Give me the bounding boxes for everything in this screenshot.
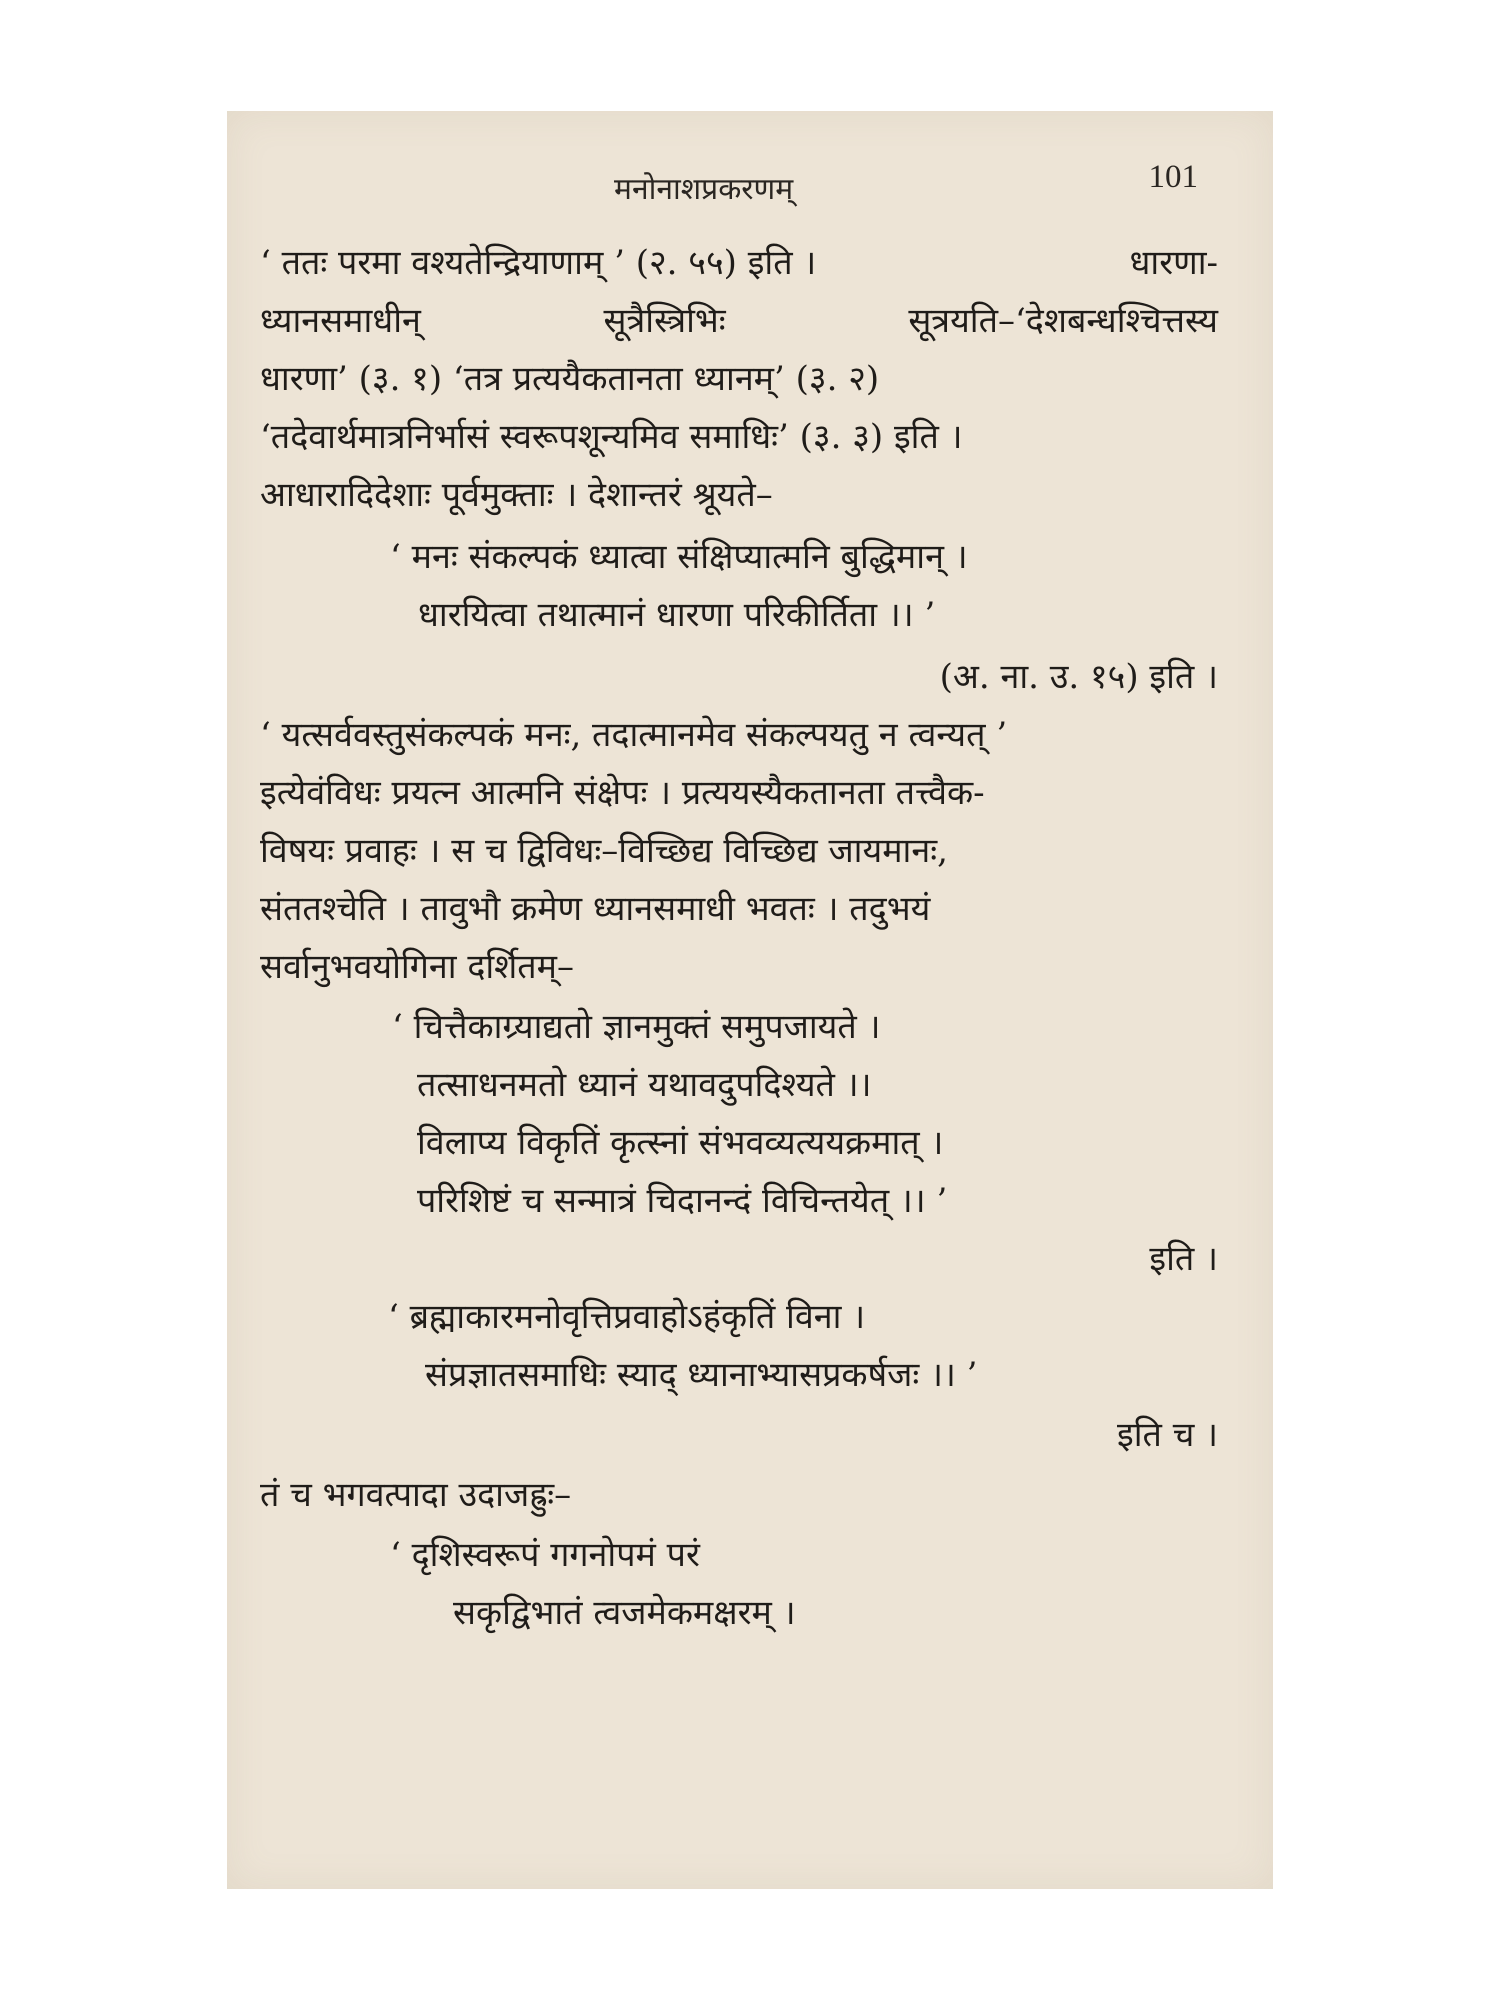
text-line-1-part-1: ‘ ततः परमा वश्यतेन्द्रियाणाम् ’ (२. ५५) इति । — [260, 243, 817, 283]
verse-line-5: विलाप्य विकृतिं कृत्स्नां संभवव्यत्ययक्रमात् । — [417, 1123, 944, 1163]
page-number: 101 — [1148, 159, 1198, 195]
text-line-9-part-1: ‘ यत्सर्ववस्तुसंकल्पकं मनः, तदात्मानमेव संकल्पयतु न त्वन्यत् ’ — [260, 715, 1008, 755]
text-line-11 — [260, 829, 1218, 873]
verse-line-2: धारयित्वा तथात्मानं धारणा परिकीर्तिता ।। ’ — [418, 595, 936, 635]
text-line-10-part-1: इत्येवंविधः प्रयत्न आत्मनि संक्षेपः । प्रत्ययस्यैकतानता तत्त्वैक- — [260, 773, 985, 813]
running-header-title: मनोनाशप्रकरणम् — [614, 172, 794, 207]
text-line-10 — [260, 771, 1218, 815]
text-line-9 — [260, 713, 1218, 757]
text-line-2-part-3: सूत्रयति–‘देशबन्धश्चित्तस्य — [908, 301, 1218, 341]
text-line-1 — [260, 241, 1218, 285]
text-line-2-part-1: ध्यानसमाधीन् — [260, 301, 421, 341]
iti-cha-line: इति च । — [1117, 1415, 1218, 1455]
text-line-12-part-1: संततश्चेति । तावुभौ क्रमेण ध्यानसमाधी भवतः । तदुभयं — [260, 889, 931, 929]
iti-line: इति । — [1149, 1239, 1218, 1279]
verse-line-10: सकृद्विभातं त्वजमेकमक्षरम् । — [453, 1593, 796, 1633]
text-line-2 — [260, 299, 1218, 343]
verse-line-9: ‘ दृशिस्वरूपं गगनोपमं परं — [390, 1535, 700, 1575]
verse-line-1: ‘ मनः संकल्पकं ध्यात्वा संक्षिप्यात्मनि बुद्धिमान् । — [390, 537, 968, 577]
text-line-4-part-1: ‘तदेवार्थमात्रनिर्भासं स्वरूपशून्यमिव समाधिः’ (३. ३) इति । — [260, 417, 963, 457]
text-line-2-part-2: सूत्रैस्त्रिभिः — [603, 301, 726, 341]
text-line-22: तं च भगवत्पादा उदाजह्रुः– — [260, 1475, 572, 1515]
text-line-5: आधारादिदेशाः पूर्वमुक्ताः । देशान्तरं श्रूयते– — [260, 475, 773, 515]
text-line-4 — [260, 415, 1218, 459]
verse-line-7: ‘ ब्रह्माकारमनोवृत्तिप्रवाहोऽहंकृतिं विना । — [388, 1297, 866, 1337]
text-line-3 — [260, 357, 1218, 401]
verse-line-3: ‘ चित्तैकाग्र्याद्यतो ज्ञानमुक्तं समुपजायते । — [392, 1007, 881, 1047]
text-line-11-part-1: विषयः प्रवाहः । स च द्विविधः–विच्छिद्य विच्छिद्य जायमानः, — [260, 831, 948, 871]
verse-line-8: संप्रज्ञातसमाधिः स्याद् ध्यानाभ्यासप्रकर्षजः ।। ’ — [425, 1355, 978, 1395]
book-page — [227, 111, 1273, 1889]
text-line-13: सर्वानुभवयोगिना दर्शितम्– — [260, 947, 575, 987]
verse-line-6: परिशिष्टं च सन्मात्रं चिदानन्दं विचिन्तयेत् ।। ’ — [417, 1181, 948, 1221]
text-line-1-part-2: धारणा- — [1129, 243, 1218, 283]
text-line-12 — [260, 887, 1218, 931]
citation-line: (अ. ना. उ. १५) इति । — [939, 657, 1218, 697]
verse-line-4: तत्साधनमतो ध्यानं यथावदुपदिश्यते ।। — [417, 1065, 872, 1105]
text-line-3-part-1: धारणा’ (३. १) ‘तत्र प्रत्ययैकतानता ध्यानम्’ (३. २) — [260, 359, 880, 399]
